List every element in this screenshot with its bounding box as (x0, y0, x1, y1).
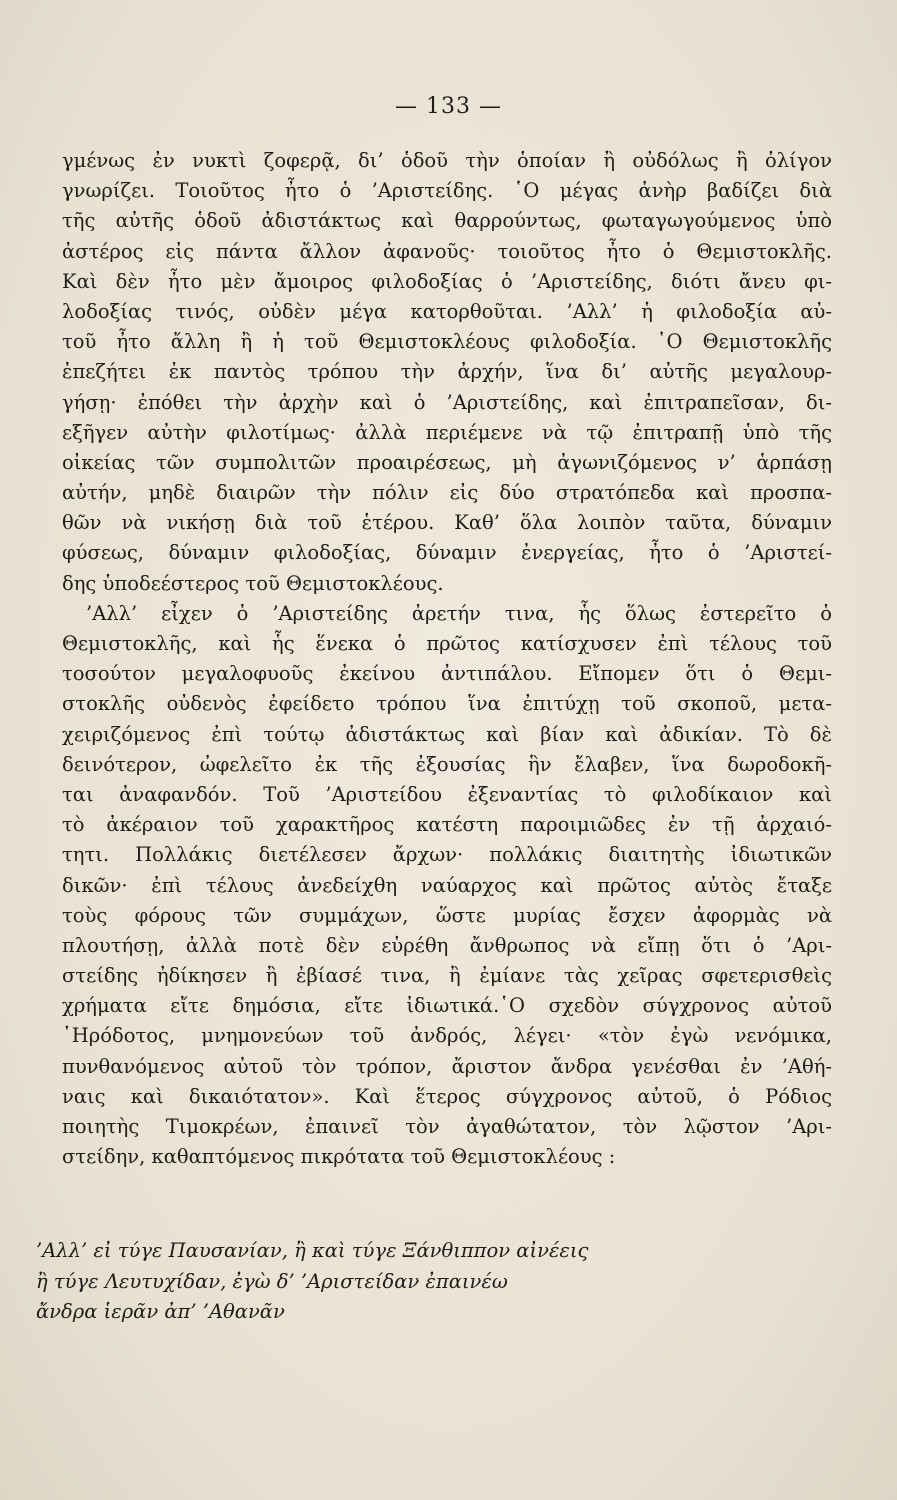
text-line: τὸ ἀκέραιον τοῦ χαρακτῆρος κατέστη παροιμιῶδες ἐν τῇ ἀρχαιό- (62, 813, 832, 837)
text-line: οἰκείας τῶν συμπολιτῶν προαιρέσεως, μὴ ἀγωνιζόμενος ν’ ἁρπάσῃ (62, 450, 832, 474)
page-number: — 133 — (395, 94, 502, 119)
text-line: χρήματα εἴτε δημόσια, εἴτε ἰδιωτικά.῾Ο σχεδὸν σύγχρονος αὐτοῦ (62, 994, 832, 1018)
text-line: τητι. Πολλάκις διετέλεσεν ἄρχων· πολλάκις διαιτητὴς ἰδιωτικῶν (62, 843, 832, 867)
text-line: ναις καὶ δικαιότατον». Καὶ ἕτερος σύγχρονος αὐτοῦ, ὁ Ρόδιος (62, 1084, 832, 1108)
text-line: γνωρίζει. Τοιοῦτος ἦτο ὁ ’Αριστείδης. ῾Ο μέγας ἀνὴρ βαδίζει διὰ (62, 179, 832, 203)
text-line: εξῆγεν αὐτὴν φιλοτίμως· ἀλλὰ περιέμενε νὰ τῷ ἐπιτραπῇ ὑπὸ τῆς (62, 420, 832, 444)
text-line: ’Αλλ’ εἶχεν ὁ ’Αριστείδης ἀρετήν τινα, ἧς ὅλως ἐστερεῖτο ὁ (86, 601, 832, 625)
text-line: ῾Ηρόδοτος, μνημονεύων τοῦ ἀνδρός, λέγει· «τὸν ἐγὼ νενόμικα, (62, 1024, 832, 1048)
text-line: πυνθανόμενος αὐτοῦ τὸν τρόπον, ἄριστον ἄνδρα γενέσθαι ἐν ’Αθή- (62, 1054, 832, 1078)
text-line: τοῦ ἦτο ἄλλη ἢ ἡ τοῦ Θεμιστοκλέους φιλοδοξία. ῾Ο Θεμιστοκλῆς (62, 330, 832, 354)
text-line: ἀστέρος εἰς πάντα ἄλλον ἀφανοῦς· τοιοῦτος ἦτο ὁ Θεμιστοκλῆς. (62, 239, 832, 263)
text-line: ποιητὴς Τιμοκρέων, ἐπαινεῖ τὸν ἀγαθώτατον, τὸν λῷστον ’Αρι- (62, 1115, 832, 1138)
text-line: λοδοξίας τινός, οὐδὲν μέγα κατορθοῦται. ’Αλλ’ ἡ φιλοδοξία αὐ- (62, 299, 832, 323)
text-line: δεινότερον, ὠφελεῖτο ἐκ τῆς ἐξουσίας ἣν ἔλαβεν, ἵνα δωροδοκῆ- (62, 752, 832, 776)
text-line: γήσῃ· ἐπόθει τὴν ἀρχὴν καὶ ὁ ’Αριστείδης, καὶ ἐπιτραπεῖσαν, δι- (62, 390, 832, 414)
text-line: Καὶ δὲν ἦτο μὲν ἄμοιρος φιλοδοξίας ὁ ’Αριστείδης, διότι ἄνευ φι- (62, 269, 832, 293)
text-line: τοὺς φόρους τῶν συμμάχων, ὥστε μυρίας ἔσχεν ἀφορμὰς νὰ (62, 903, 832, 927)
text-line: ται ἀναφανδόν. Τοῦ ’Αριστείδου ἐξεναντίας τὸ φιλοδίκαιον καὶ (62, 782, 832, 806)
text-line: στοκλῆς οὐδενὸς ἐφείδετο τρόπου ἵνα ἐπιτύχῃ τοῦ σκοποῦ, μετα- (62, 692, 832, 716)
text-line: δικῶν· ἐπὶ τέλους ἀνεδείχθη ναύαρχος καὶ πρῶτος αὐτὸς ἔταξε (62, 873, 832, 897)
text-line: στείδης ἠδίκησεν ἢ ἐβίασέ τινα, ἢ ἐμίανε τὰς χεῖρας σφετερισθεὶς (62, 964, 832, 988)
text-line: Θεμιστοκλῆς, καὶ ἧς ἕνεκα ὁ πρῶτος κατίσχυσεν ἐπὶ τέλους τοῦ (62, 632, 832, 655)
text-line: πλουτήσῃ, ἀλλὰ ποτὲ δὲν εὑρέθη ἄνθρωπος νὰ εἴπῃ ὅτι ὁ ’Αρι- (62, 933, 832, 957)
verse-quote (36, 1236, 736, 1328)
text-line: τῆς αὐτῆς ὁδοῦ ἀδιστάκτως καὶ θαρρούντως, φωταγωγούμενος ὑπὸ (62, 209, 832, 233)
text-line: αὐτήν, μηδὲ διαιρῶν τὴν πόλιν εἰς δύο στρατόπεδα καὶ προσπα- (62, 481, 832, 505)
text-line: ἐπεζήτει ἐκ παντὸς τρόπου τὴν ἀρχήν, ἵνα δι’ αὐτῆς μεγαλουρ- (62, 360, 832, 384)
verse-line: ’Αλλ’ εἰ τύγε Παυσανίαν, ἢ καὶ τύγε Ξάνθιππον αἰνέεις (36, 1239, 589, 1262)
text-line: φύσεως, δύναμιν φιλοδοξίας, δύναμιν ἐνεργείας, ἦτο ὁ ’Αριστεί- (62, 541, 832, 565)
text-line: χειριζόμενος ἐπὶ τούτῳ ἀδιστάκτως καὶ βίαν καὶ ἀδικίαν. Τὸ δὲ (62, 722, 832, 746)
text-line: γμένως ἐν νυκτὶ ζοφερᾷ, δι’ ὁδοῦ τὴν ὁποίαν ἢ οὐδόλως ἢ ὀλίγον (62, 149, 832, 172)
text-line: θῶν νὰ νικήσῃ διὰ τοῦ ἑτέρου. Καθ’ ὅλα λοιπὸν ταῦτα, δύναμιν (62, 511, 832, 535)
text-line: στείδην, καθαπτόμενος πικρότατα τοῦ Θεμιστοκλέους : (62, 1145, 616, 1169)
text-line: τοσούτον μεγαλοφυοῦς ἐκείνου ἀντιπάλου. Εἴπομεν ὅτι ὁ Θεμι- (62, 662, 832, 686)
verse-line: ἢ τύγε Λευτυχίδαν, ἐγὼ δ’ ’Αριστείδαν ἐπαινέω (36, 1269, 508, 1293)
text-line: δης ὑποδεέστερος τοῦ Θεμιστοκλέους. (62, 571, 444, 595)
verse-line: ἄνδρα ἱερᾶν ἀπ’ ’Αθανᾶν (36, 1300, 285, 1323)
body-text (36, 146, 832, 1323)
